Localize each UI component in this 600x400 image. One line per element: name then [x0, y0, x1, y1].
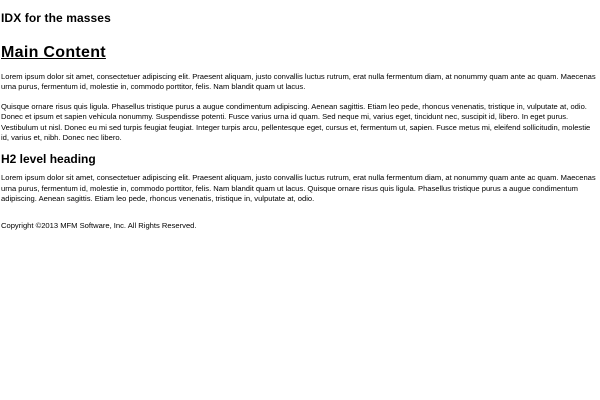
intro-paragraph: Lorem ipsum dolor sit amet, consectetuer adipiscing elit. Praesent aliquam, justo convallis luctus rutrum, erat nulla fermentum diam, at nonummy quam ante ac quam. Maecenas urna purus, fermentum id, molestie in, commodo porttitor, felis. Nam blandit quam ut lacus.	[1, 72, 596, 92]
body-paragraph: Quisque ornare risus quis ligula. Phasellus tristique purus a augue condimentum adipiscing. Aenean sagittis. Etiam leo pede, rhoncus venenatis, tristique in, vulputate at, odio. Donec et ipsum et sapien vehicula nonummy. Suspendisse potenti. Fusce varius urna id quam. Sed neque mi, varius eget, tincidunt nec, suscipit id, libero. In eget purus. Vestibulum ut nisl. Donec eu mi sed turpis feugiat feugiat. Integer turpis arcu, pellentesque eget, cursus et, fermentum ut, sapien. Fusce metus mi, eleifend sollicitudin, molestie id, varius et, nibh. Donec nec libero.	[1, 101, 591, 143]
main-content-heading: Main Content	[1, 44, 106, 61]
h2-level-heading: H2 level heading	[1, 152, 96, 167]
site-title: IDX for the masses	[1, 11, 111, 25]
section-paragraph: Lorem ipsum dolor sit amet, consectetuer adipiscing elit. Praesent aliquam, justo convallis luctus rutrum, erat nulla fermentum diam, at nonummy quam ante ac quam. Maecenas urna purus, fermentum id, molestie in, commodo porttitor, felis. Nam blandit quam ut lacus. Quisque ornare risus quis ligula. Phasellus tristique purus a augue condimentum adipiscing. Aenean sagittis. Etiam leo pede, rhoncus venenatis, tristique in, vulputate at, odio.	[1, 173, 596, 204]
copyright-footer: Copyright ©2013 MFM Software, Inc. All Rights Reserved.	[1, 220, 197, 230]
main-content	[1, 25, 600, 205]
